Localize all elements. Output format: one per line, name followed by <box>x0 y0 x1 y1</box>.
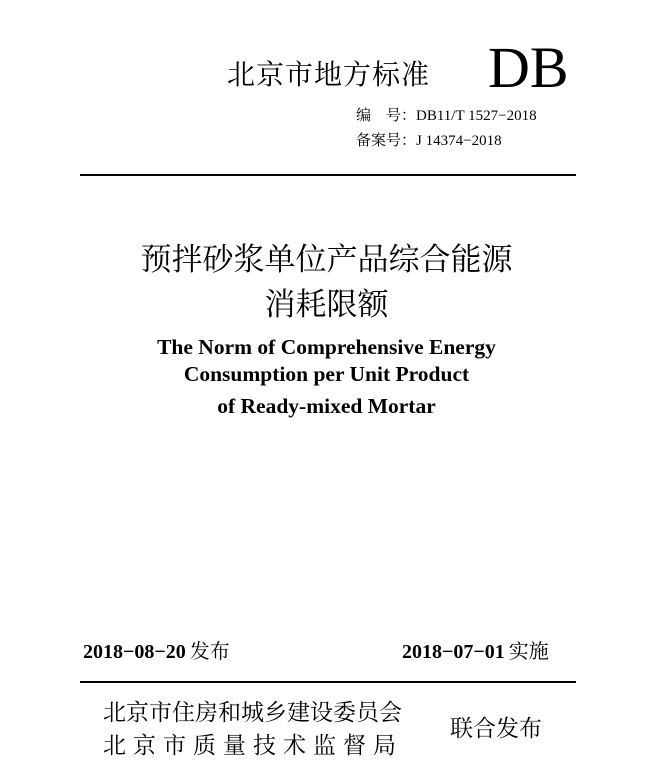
db-mark: DB <box>488 35 569 100</box>
filing-number-label: 备案号： <box>356 131 417 149</box>
effective-date-value: 2018−07−01 <box>402 641 505 663</box>
top-divider <box>80 174 576 176</box>
standard-code-label: 编 号： <box>356 106 417 124</box>
effective-date <box>402 638 549 665</box>
publish-date-value: 2018−08−20 <box>83 641 186 663</box>
publish-date-label: 发布 <box>189 639 230 663</box>
title-chinese-line-1: 预拌砂浆单位产品综合能源 <box>140 242 513 278</box>
standard-code-row <box>356 106 537 125</box>
publish-date <box>83 638 230 665</box>
filing-number-row <box>356 131 502 150</box>
bottom-divider <box>80 681 576 683</box>
effective-date-label: 实施 <box>508 639 549 663</box>
standard-code-value: DB11/T 1527−2018 <box>416 108 537 124</box>
issuer-line-2: 北京市质量技术监督局 <box>103 733 403 759</box>
issuer-line-1: 北京市住房和城乡建设委员会 <box>103 700 402 726</box>
title-chinese-line-2: 消耗限额 <box>264 287 389 323</box>
title-english-line-3: of Ready-mixed Mortar <box>217 394 436 418</box>
standard-type-label: 北京市地方标准 <box>227 58 431 91</box>
joint-issue-label: 联合发布 <box>450 716 542 742</box>
title-english-line-2: Consumption per Unit Product <box>183 362 470 386</box>
filing-number-value: J 14374−2018 <box>416 133 502 149</box>
title-english-line-1: The Norm of Comprehensive Energy <box>157 335 496 359</box>
